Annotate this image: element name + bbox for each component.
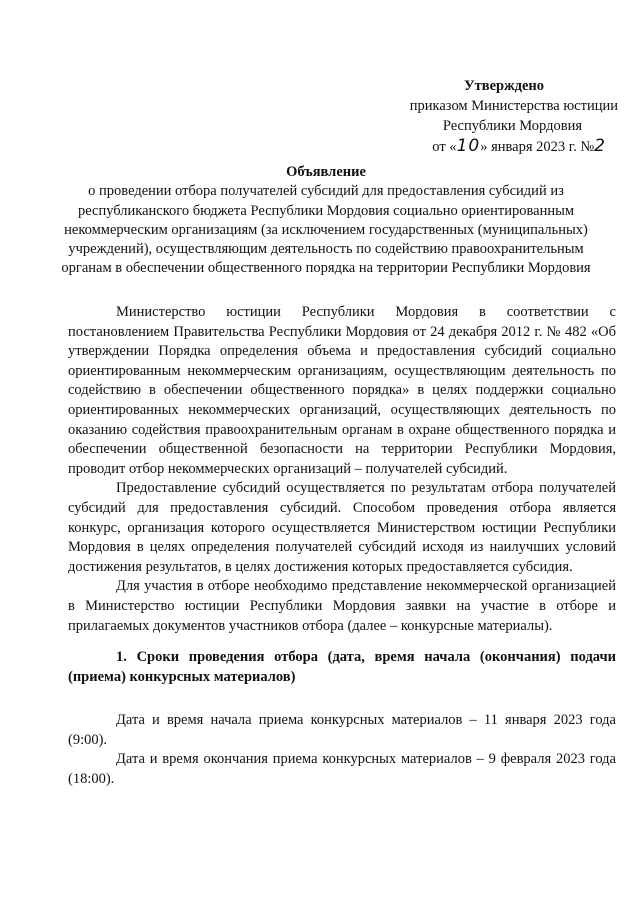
approval-title: Утверждено bbox=[464, 78, 544, 94]
approval-date-prefix: от « bbox=[432, 139, 457, 155]
approval-stamp bbox=[358, 76, 618, 157]
approval-date-middle: » января 2023 г. № bbox=[480, 139, 595, 155]
document-heading bbox=[52, 163, 600, 279]
approval-order-number: 2 bbox=[594, 136, 606, 156]
body-paragraph-1: Министерство юстиции Республики Мордовия в соответствии с постановлением Правительства Республики Мордовия от 24 декабря 2012 г. № 482 «Об утверждении Порядка определения объема и предоставления субсидий социально ориентированным некоммерческим организациям, осуществляющим деятельность по содействию в обеспечении общественного порядка» в целях поддержки социально ориентированных некоммерческих организаций, осуществляющих деятельность по оказанию содействия правоохранительным органам в охране общественного порядка и обеспечении общественной безопасности на территории Республики Мордовия, проводит отбор некоммерческих организаций – получателей субсидий. bbox=[68, 304, 616, 477]
document-subtitle: о проведении отбора получателей субсидий для предоставления субсидий из республиканского бюджета Республики Мордовия социально ориентированным некоммерческим организациям (за исключением государственных (муниципальных) учреждений), осуществляющим деятельность по содействию правоохранительным органам в обеспечении общественного порядка на территории Республики Мордовия bbox=[61, 183, 591, 277]
approval-republic-line: Республики Мордовия bbox=[442, 118, 582, 134]
body-paragraph-3: Для участия в отборе необходимо представление некоммерческой организацией в Министерство юстиции Республики Мордовия заявки на участие в отборе и прилагаемых документов участников отбора (далее – конкурсные материалы). bbox=[68, 578, 616, 634]
approval-date-line bbox=[358, 136, 618, 157]
approval-order-line: приказом Министерства юстиции bbox=[409, 98, 618, 114]
section-1-title: 1. Сроки проведения отбора (дата, время начала (окончания) подачи (приема) конкурсных материалов) bbox=[68, 649, 616, 685]
section-1-paragraph-1: Дата и время начала приема конкурсных материалов – 11 января 2023 года (9:00). bbox=[68, 712, 616, 748]
section-1-paragraph-2: Дата и время окончания приема конкурсных материалов – 9 февраля 2023 года (18:00). bbox=[68, 751, 616, 787]
document-body bbox=[68, 303, 616, 636]
section-1-body bbox=[68, 711, 616, 789]
approval-date-day: 10 bbox=[456, 136, 481, 156]
body-paragraph-2: Предоставление субсидий осуществляется по результатам отбора получателей субсидий для предоставления субсидий. Способом проведения отбора является конкурс, организация которого осуществляется Министерством юстиции Республики Мордовия в целях определения получателей субсидий исходя из наилучших условий достижения результатов, в целях достижения которых предоставляется субсидия. bbox=[68, 480, 616, 575]
document-title: Объявление bbox=[286, 164, 366, 180]
